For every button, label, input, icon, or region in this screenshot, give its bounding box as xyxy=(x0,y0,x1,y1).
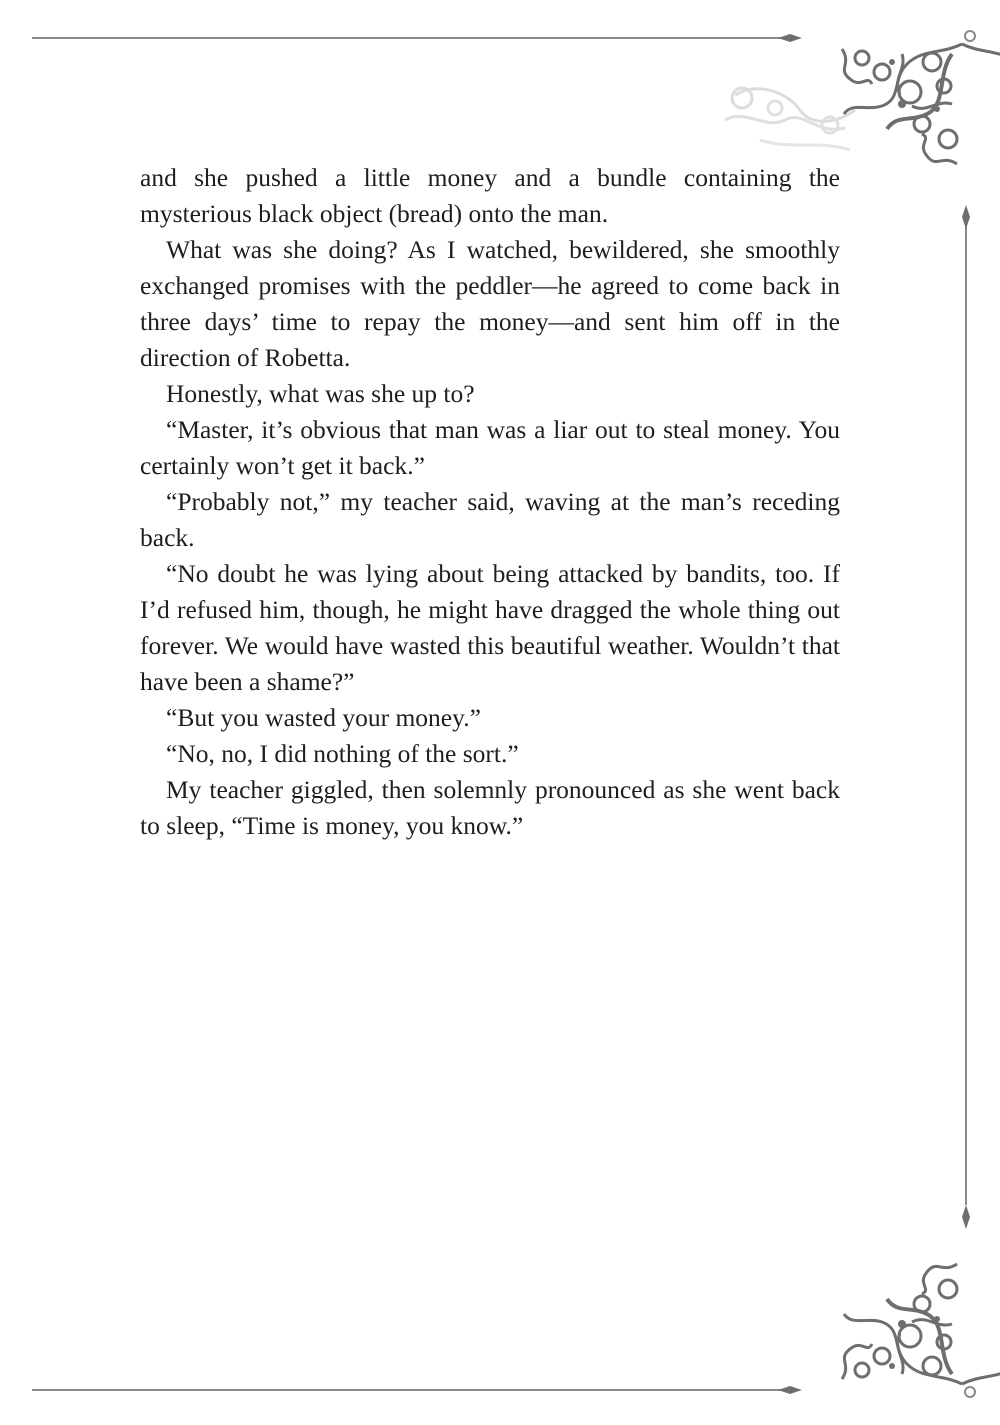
right-rule-top-diamond-icon xyxy=(962,205,970,229)
paragraph: What was she doing? As I watched, bewildered, she smoothly exchanged promises with the peddler—he agreed to come back in three days’ time to repay the money—and sent him off in the direction of Robetta. xyxy=(140,235,840,372)
right-rule-bottom-diamond-icon xyxy=(962,1205,970,1229)
chapter-text-body xyxy=(140,160,840,844)
paragraph: “Master, it’s obvious that man was a liar out to steal money. You certainly won’t get it back.” xyxy=(140,415,840,480)
paragraph: “But you wasted your money.” xyxy=(166,703,481,732)
paragraph: My teacher giggled, then solemnly pronounced as she went back to sleep, “Time is money, you know.” xyxy=(140,775,840,840)
paragraph: “No doubt he was lying about being attacked by bandits, too. If I’d refused him, though, he might have dragged the whole thing out forever. We would have wasted this beautiful weather. Wouldn’t that have been a shame?” xyxy=(140,559,840,696)
paragraph: and she pushed a little money and a bundle containing the mysterious black object (bread) onto the man. xyxy=(140,163,840,228)
floral-corner-ornament-icon xyxy=(842,44,1000,164)
floral-corner-ornament-icon xyxy=(842,1264,1000,1384)
swirl-ornament-icon xyxy=(725,88,855,150)
paragraph: Honestly, what was she up to? xyxy=(166,379,475,408)
paragraph: “Probably not,” my teacher said, waving at the man’s receding back. xyxy=(140,487,840,552)
paragraph: “No, no, I did nothing of the sort.” xyxy=(166,739,519,768)
top-rule-diamond-icon xyxy=(778,34,802,42)
bottom-rule-diamond-icon xyxy=(778,1386,802,1394)
